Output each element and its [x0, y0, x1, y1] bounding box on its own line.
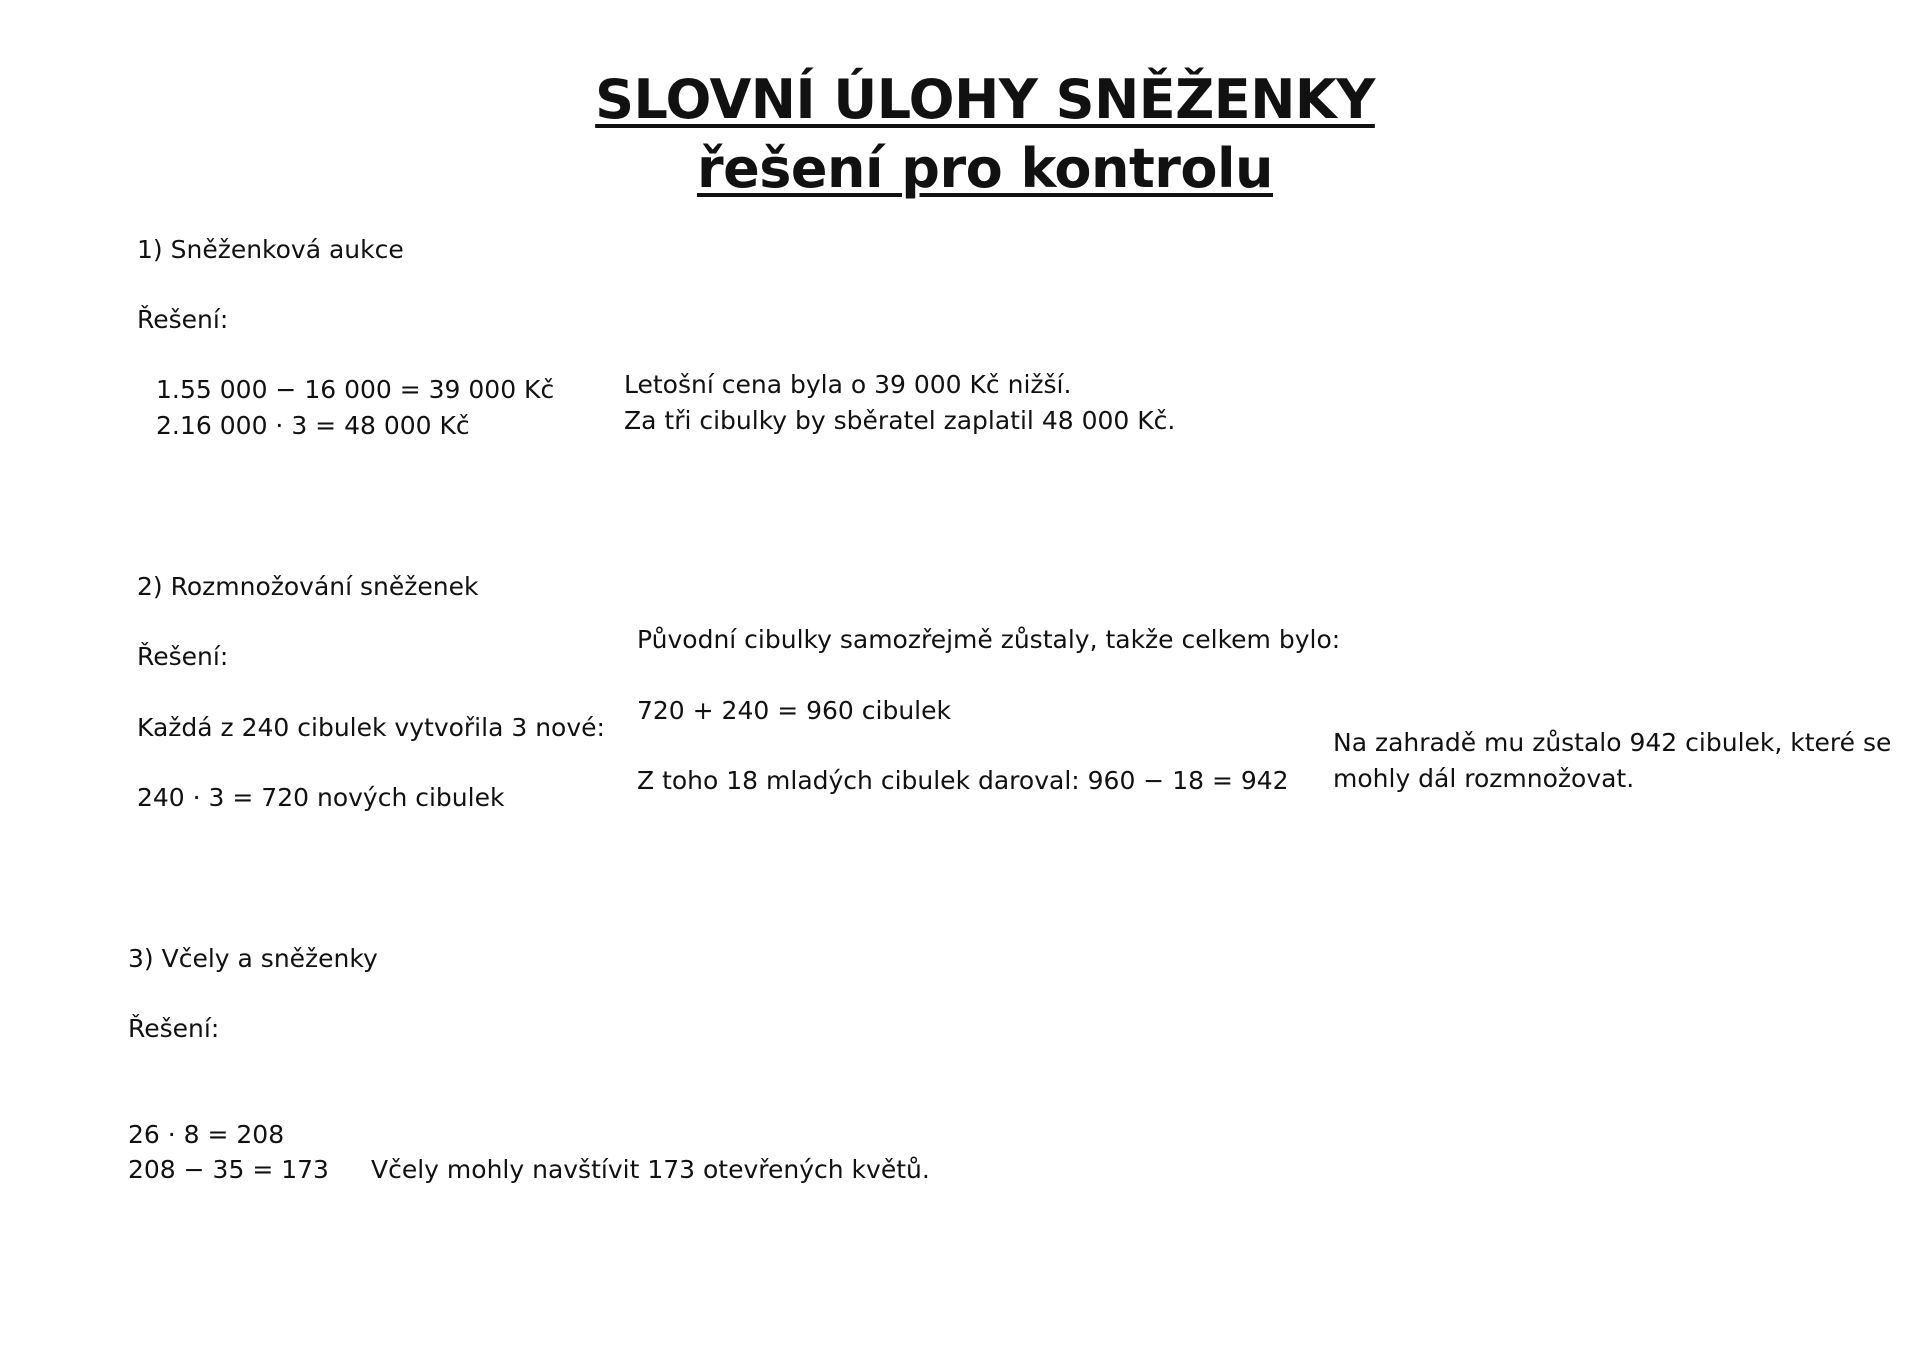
task2-solution-label: Řešení:: [137, 642, 229, 671]
task2-step1-calc: 240 · 3 = 720 nových cibulek: [137, 783, 505, 812]
list-item-number: 1.: [156, 375, 180, 404]
task2-step1-text: Každá z 240 cibulek vytvořila 3 nové:: [137, 713, 605, 742]
page-subtitle: řešení pro kontrolu: [697, 137, 1273, 200]
task3-solution-label: Řešení:: [128, 1014, 220, 1043]
task2-step2-calc: 720 + 240 = 960 cibulek: [637, 696, 951, 725]
list-item: [156, 372, 554, 408]
task2-heading: 2) Rozmnožování sněženek: [137, 572, 479, 601]
task3-calc2: 208 − 35 = 173: [128, 1155, 329, 1184]
task3-heading: 3) Včely a sněženky: [128, 944, 378, 973]
task3-calc1: 26 · 8 = 208: [128, 1120, 285, 1149]
task1-steps-list: [156, 372, 554, 444]
list-item-text: 16 000 · 3 = 48 000 Kč: [180, 411, 470, 440]
task2-answer-line1: Na zahradě mu zůstalo 942 cibulek, které se: [1333, 728, 1892, 757]
task2-step3-text: Z toho 18 mladých cibulek daroval: 960 − 18 = 942: [637, 766, 1289, 795]
page-title: SLOVNÍ ÚLOHY SNĚŽENKY: [595, 68, 1375, 131]
task2-answer-line2: mohly dál rozmnožovat.: [1333, 764, 1635, 793]
task1-heading: 1) Sněženková aukce: [137, 235, 404, 264]
task1-solution-label: Řešení:: [137, 305, 229, 334]
list-item-number: 2.: [156, 411, 180, 440]
list-item-text: 55 000 − 16 000 = 39 000 Kč: [180, 375, 555, 404]
task1-answer-line1: Letošní cena byla o 39 000 Kč nižší.: [624, 370, 1072, 399]
task2-step2-text: Původní cibulky samozřejmě zůstaly, takže celkem bylo:: [637, 625, 1341, 654]
task1-answer-line2: Za tři cibulky by sběratel zaplatil 48 000 Kč.: [624, 406, 1176, 435]
list-item: [156, 408, 554, 444]
task3-answer: Včely mohly navštívit 173 otevřených květů.: [371, 1155, 930, 1184]
